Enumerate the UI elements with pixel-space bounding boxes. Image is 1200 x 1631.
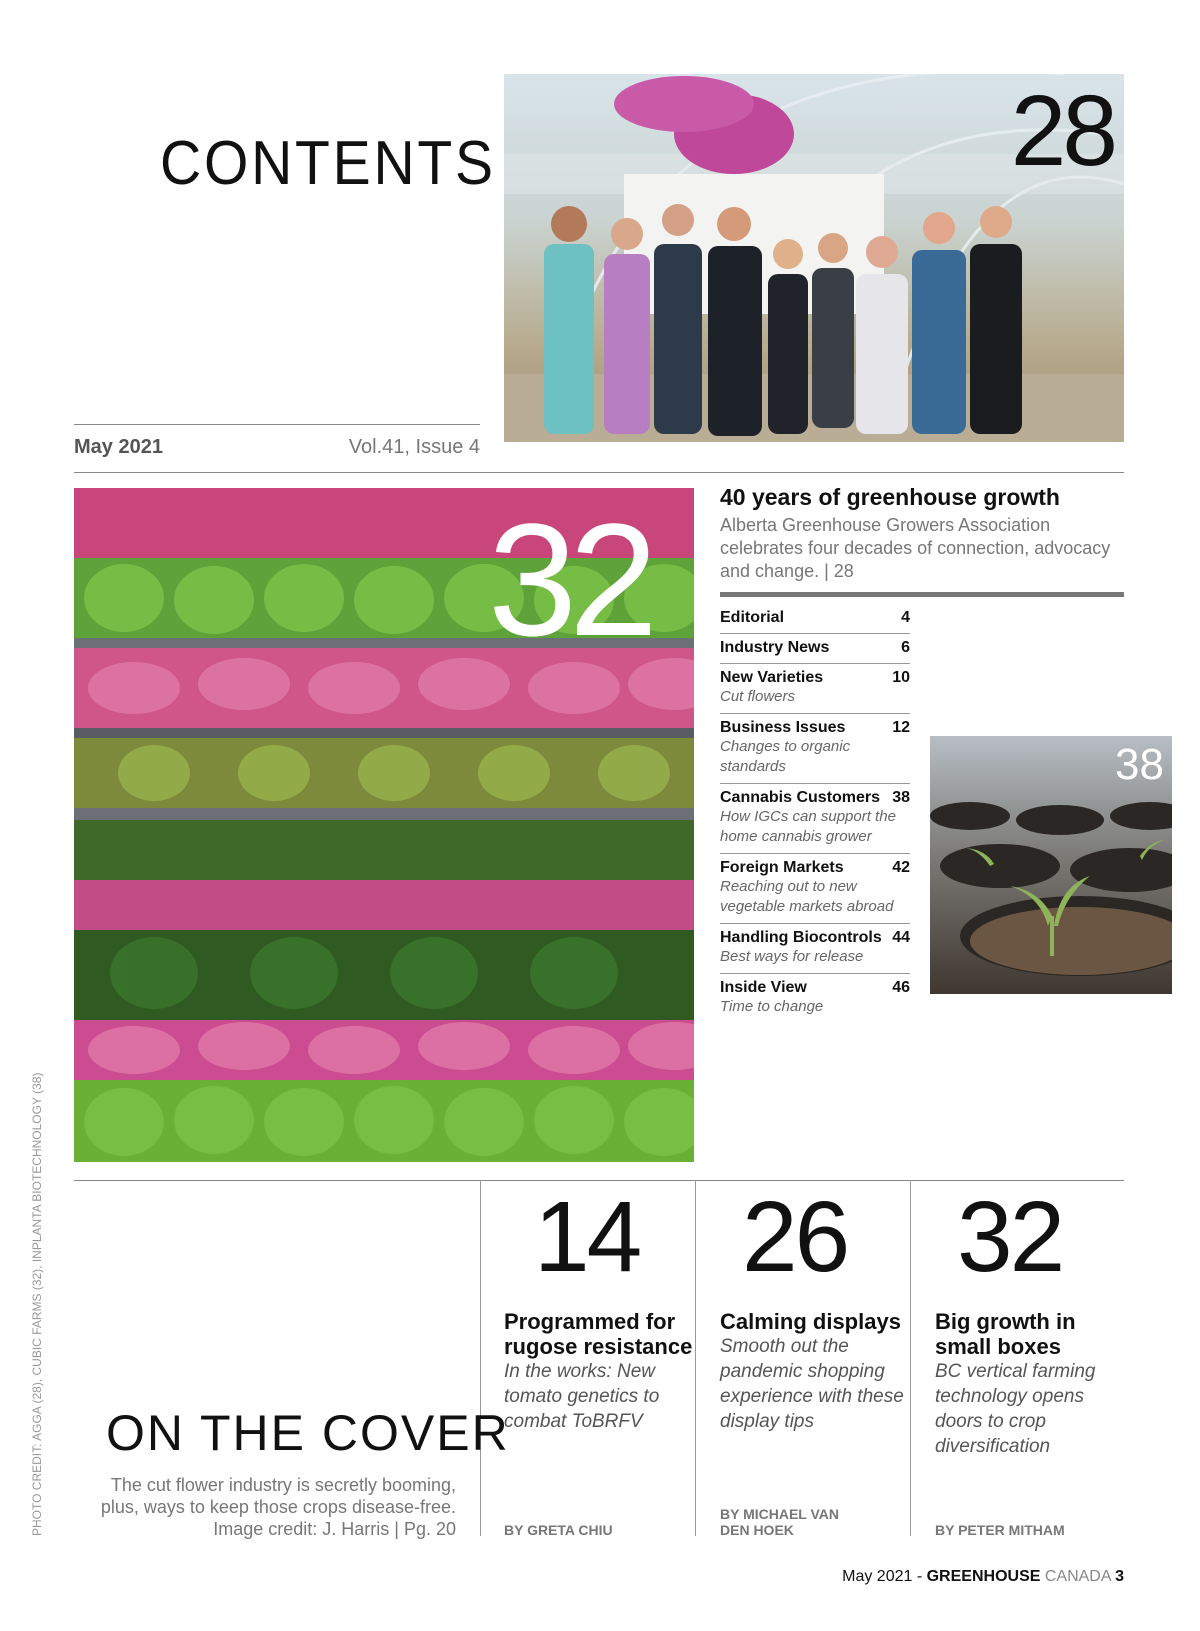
story-description: BC vertical farming technology opens doors to crop diversification [935, 1361, 1096, 1457]
feature-story-description: Alberta Greenhouse Growers Association celebrates four decades of connection, advocacy and change. | 28 [720, 515, 1111, 581]
section-divider [74, 472, 1124, 473]
issue-date: May 2021 [74, 436, 163, 458]
toc-item-foreign-markets[interactable] [720, 854, 910, 924]
page-footer [700, 1568, 1124, 1586]
page-number-32: 32 [488, 490, 650, 669]
toc-item-editorial[interactable] [720, 604, 910, 634]
column-divider [480, 1180, 481, 1536]
toc-item-page: 10 [892, 669, 910, 686]
story-page-number: 32 [957, 1181, 1063, 1293]
feature-divider [720, 592, 1124, 597]
story-byline: BY GRETA CHIU [504, 1522, 613, 1538]
toc-item-handling-biocontrols[interactable] [720, 924, 910, 974]
toc-item-subtitle: Best ways for release [720, 948, 864, 965]
story-page-number: 26 [742, 1181, 848, 1293]
agga-group-photo [504, 74, 1124, 442]
toc-item-page: 12 [892, 719, 910, 736]
story-column-26[interactable] [720, 1180, 910, 1434]
toc-item-title: Foreign Markets [720, 859, 844, 876]
toc-item-subtitle: Time to change [720, 998, 824, 1015]
feature-story-title[interactable]: 40 years of greenhouse growth [720, 484, 1060, 510]
column-divider [910, 1180, 911, 1536]
story-title: Programmed for rugose resistance [504, 1309, 693, 1359]
toc-item-subtitle: Cut flowers [720, 688, 796, 705]
toc-item-title: Industry News [720, 639, 830, 656]
toc-item-page: 4 [901, 609, 910, 626]
footer-country: CANADA [1040, 1568, 1116, 1585]
toc-item-title: Inside View [720, 979, 807, 996]
issue-volume: Vol.41, Issue 4 [348, 436, 480, 458]
toc-item-title: Handling Biocontrols [720, 929, 882, 946]
toc-item-inside-view[interactable] [720, 974, 910, 1023]
toc-item-industry-news[interactable] [720, 634, 910, 664]
story-title: Calming displays [720, 1309, 901, 1334]
toc-list [720, 604, 910, 1023]
footer-date: May 2021 - [842, 1568, 927, 1585]
toc-item-page: 42 [892, 859, 910, 876]
toc-item-title: Editorial [720, 609, 785, 626]
page-number-38: 38 [1115, 740, 1164, 789]
toc-item-page: 6 [901, 639, 910, 656]
toc-item-title: New Varieties [720, 669, 824, 686]
story-column-14[interactable] [504, 1180, 704, 1434]
story-byline: BY PETER MITHAM [935, 1522, 1065, 1538]
cover-summary: The cut flower industry is secretly booming, plus, ways to keep those crops disease-free. [100, 1475, 456, 1517]
toc-item-title: Cannabis Customers [720, 789, 881, 806]
toc-item-page: 44 [892, 929, 910, 946]
toc-item-subtitle: Changes to organic standards [720, 738, 851, 775]
story-title: Big growth in small boxes [935, 1309, 1076, 1359]
footer-page-number: 3 [1115, 1568, 1124, 1585]
cover-image-credit: Image credit: J. Harris | Pg. 20 [213, 1519, 456, 1539]
toc-item-title: Business Issues [720, 719, 846, 736]
toc-item-page: 46 [892, 979, 910, 996]
toc-item-subtitle: Reaching out to new vegetable markets abroad [720, 878, 894, 915]
toc-item-cannabis-customers[interactable] [720, 784, 910, 854]
cover-description [80, 1474, 456, 1540]
story-column-32[interactable] [935, 1180, 1125, 1459]
toc-item-subtitle: How IGCs can support the home cannabis grower [720, 808, 896, 845]
story-description: In the works: New tomato genetics to combat ToBRFV [504, 1361, 660, 1432]
toc-item-new-varieties[interactable] [720, 664, 910, 714]
page-title: CONTENTS [160, 129, 496, 198]
story-page-number: 14 [534, 1181, 640, 1293]
story-description: Smooth out the pandemic shopping experience with these display tips [720, 1336, 904, 1432]
cover-heading: ON THE COVER [106, 1405, 510, 1461]
header-divider [74, 424, 480, 425]
seedling-pots-photo [930, 736, 1172, 994]
footer-brand: GREENHOUSE [926, 1568, 1041, 1585]
page-number-28: 28 [1010, 75, 1114, 187]
photo-credit: PHOTO CREDIT: AGGA (28), CUBIC FARMS (32), INPLANTA BIOTECHNOLOGY (38) [30, 1072, 44, 1536]
story-byline: BY MICHAEL VAN DEN HOEK [720, 1506, 840, 1538]
toc-item-business-issues[interactable] [720, 714, 910, 784]
toc-item-page: 38 [892, 789, 910, 806]
